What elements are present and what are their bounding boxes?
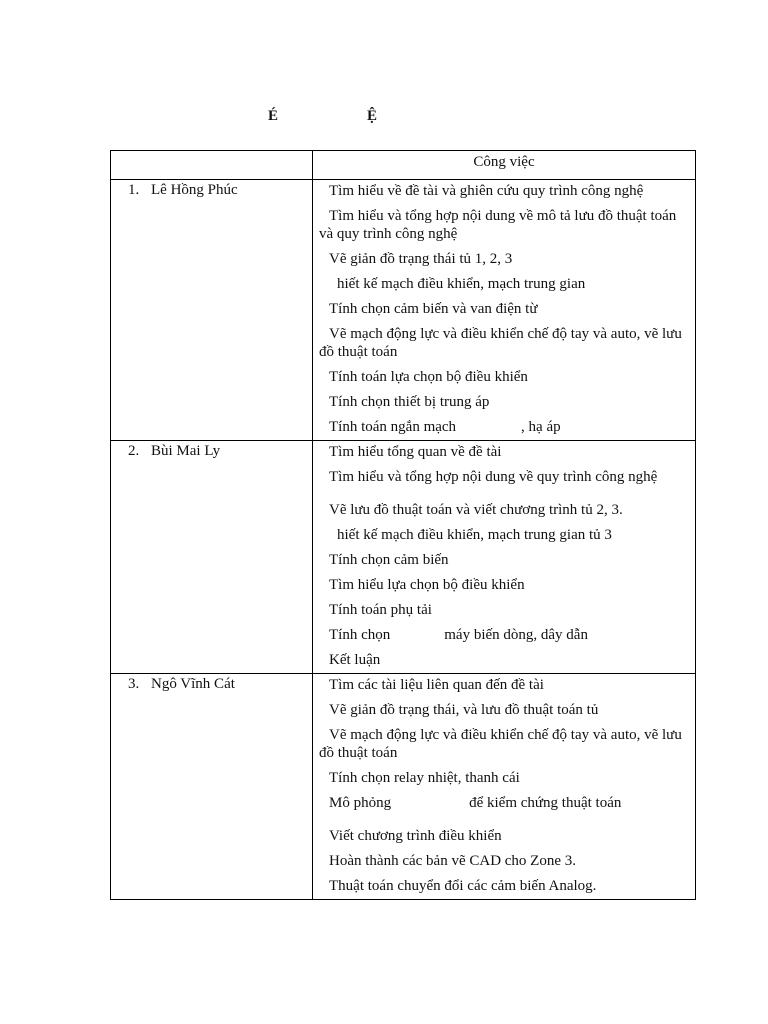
member-tasks-cell <box>313 180 696 441</box>
task-item: hiết kế mạch điều khiển, mạch trung gian tủ 3 <box>337 527 612 543</box>
task-item: Vẽ mạch động lực và điều khiển chế độ tay và auto, vẽ lưu đồ thuật toán <box>319 326 682 360</box>
member-name: Bùi Mai Ly <box>151 443 221 459</box>
member-number: 3. <box>128 676 140 692</box>
member-row <box>111 674 696 900</box>
task-item: Tính toán lựa chọn bộ điều khiển <box>329 369 528 385</box>
task-item: Tính chọn relay nhiệt, thanh cái <box>329 770 520 786</box>
member-name-cell <box>111 180 313 441</box>
task-item: Kết luận <box>329 652 381 668</box>
task-item: Tìm hiểu lựa chọn bộ điều khiển <box>329 577 525 593</box>
member-name-cell <box>111 441 313 674</box>
task-item: Tìm hiểu về đề tài và ghiên cứu quy trình công nghệ <box>329 183 644 199</box>
task-item: Tìm hiểu và tổng hợp nội dung về quy trình công nghệ <box>329 469 658 485</box>
task-part: máy biến dòng, dây dẫn <box>444 627 588 643</box>
task-part: Tính toán ngắn mạch <box>329 419 457 435</box>
task-item: Hoàn thành các bản vẽ CAD cho Zone 3. <box>329 853 577 869</box>
task-item: Tìm hiểu tổng quan về đề tài <box>329 444 502 460</box>
header-work-cell: Công việc <box>313 151 696 180</box>
task-item: Tìm hiểu và tổng hợp nội dung về mô tả lưu đồ thuật toán và quy trình công nghệ <box>319 208 677 242</box>
heading-fragment-2: Ệ <box>367 108 378 124</box>
member-row <box>111 441 696 674</box>
member-tasks-cell <box>313 674 696 900</box>
header-name-cell <box>111 151 313 180</box>
task-item: Tính chọn cảm biến và van điện từ <box>329 301 538 317</box>
member-name: Lê Hồng Phúc <box>151 182 238 198</box>
member-number: 2. <box>128 443 140 459</box>
task-item: Vẽ lưu đồ thuật toán và viết chương trình tủ 2, 3. <box>329 502 623 518</box>
task-item: Tính chọn thiết bị trung áp <box>329 394 490 410</box>
task-item: Vẽ giản đồ trạng thái tủ 1, 2, 3 <box>329 251 513 267</box>
task-item: Vẽ mạch động lực và điều khiển chế độ tay và auto, vẽ lưu đồ thuật toán <box>319 727 682 761</box>
task-item: Tính toán phụ tải <box>329 602 432 618</box>
task-part: Mô phỏng <box>329 795 392 811</box>
task-part: , hạ áp <box>521 419 561 435</box>
task-item-split <box>319 626 689 644</box>
task-item-split <box>319 794 689 812</box>
task-item: Thuật toán chuyển đổi các cảm biến Analog. <box>329 878 597 894</box>
task-part: để kiểm chứng thuật toán <box>469 795 622 811</box>
task-item: Vẽ giản đồ trạng thái, và lưu đồ thuật toán tủ <box>329 702 599 718</box>
task-item: Tìm các tài liệu liên quan đến đề tài <box>329 677 544 693</box>
task-assignment-table <box>110 150 696 900</box>
member-tasks-cell <box>313 441 696 674</box>
heading-fragment-1: É <box>268 108 279 124</box>
member-row <box>111 180 696 441</box>
task-item: hiết kế mạch điều khiển, mạch trung gian <box>337 276 586 292</box>
task-item-split <box>319 418 689 436</box>
task-item: Viết chương trình điều khiển <box>329 828 502 844</box>
task-item: Tính chọn cảm biến <box>329 552 449 568</box>
task-part: Tính chọn <box>329 627 391 643</box>
member-number: 1. <box>128 182 140 198</box>
table-header-row <box>111 151 696 180</box>
member-name-cell <box>111 674 313 900</box>
member-name: Ngô Vĩnh Cát <box>151 676 235 692</box>
